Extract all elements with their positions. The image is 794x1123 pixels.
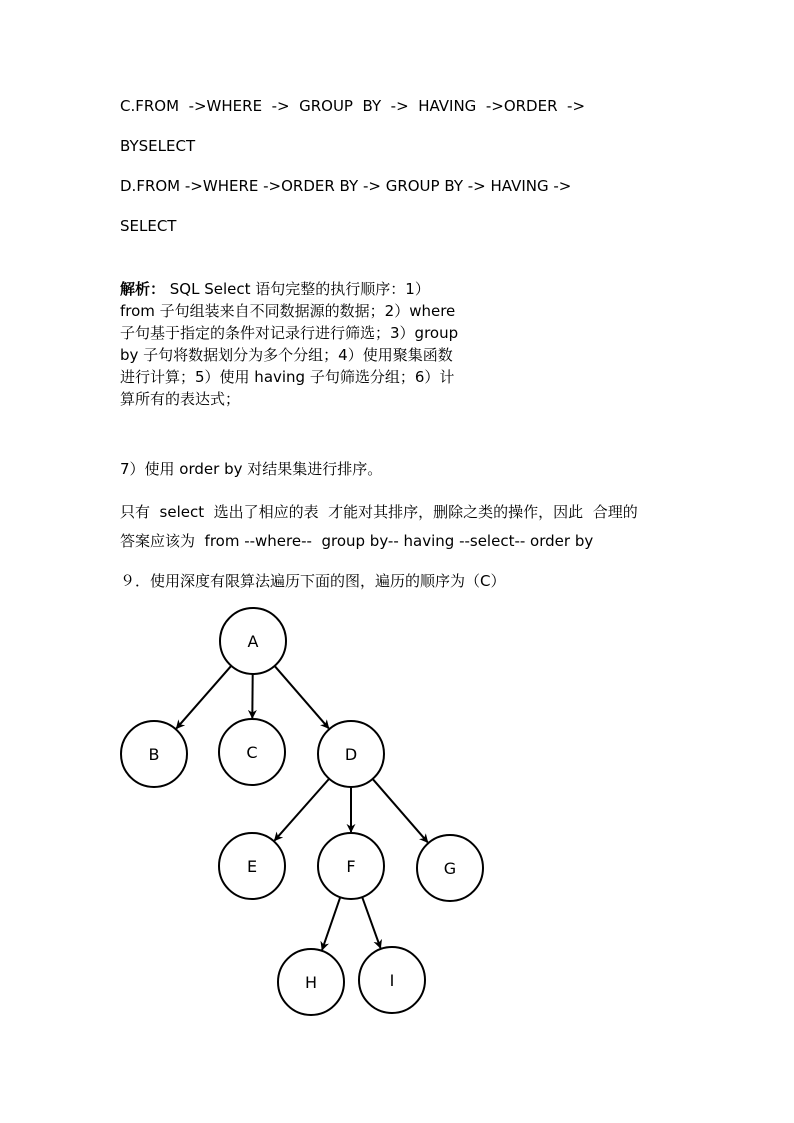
node-i (359, 947, 425, 1013)
node-label-a: A (247, 632, 259, 651)
node-a (220, 608, 286, 674)
node-label-d: D (344, 745, 358, 764)
edge-d-e (275, 779, 330, 841)
edge-a-d (275, 666, 329, 728)
node-label-c: C (246, 743, 258, 762)
analysis-label: 解析： (120, 280, 166, 298)
edge-f-i (362, 897, 380, 948)
explanation-line2: 答案应该为 from --where-- group by-- having --select-- order by (120, 532, 594, 550)
node-label-i: I (389, 971, 395, 990)
node-label-e: E (246, 857, 258, 876)
option-d-line2: SELECT (120, 217, 177, 235)
node-h (278, 949, 344, 1015)
node-c (219, 719, 285, 785)
analysis-line2: from 子句组装来自不同数据源的数据；2）where (120, 302, 456, 320)
node-label-b: B (148, 745, 160, 764)
explanation-line1: 只有 select 选出了相应的表 才能对其排序，删除之类的操作，因此 合理的 (120, 503, 638, 521)
node-g (417, 835, 483, 901)
analysis-text1: SQL Select 语句完整的执行顺序：1） (165, 280, 430, 298)
node-label-f: F (346, 857, 356, 876)
node-label-g: G (443, 859, 457, 878)
question-9-text: ９．使用深度有限算法遍历下面的图，遍历的顺序为（C） (120, 572, 506, 590)
node-label-h: H (304, 973, 318, 992)
node-d (318, 721, 384, 787)
node-f (318, 833, 384, 899)
option-d-line1: D.FROM ->WHERE ->ORDER BY -> GROUP BY -> HAVING -> (120, 177, 572, 195)
edge-a-b (176, 666, 231, 729)
analysis-line3: 子句基于指定的条件对记录行进行筛选；3）group (120, 324, 459, 342)
edge-f-h (322, 897, 340, 950)
step-7-text: 7）使用 order by 对结果集进行排序。 (120, 460, 383, 478)
edge-d-g (373, 779, 428, 842)
node-e (219, 833, 285, 899)
option-c-line1: C.FROM ->WHERE -> GROUP BY -> HAVING ->ORDER -> (120, 97, 586, 115)
analysis-line6: 算所有的表达式； (120, 390, 241, 408)
node-b (121, 721, 187, 787)
analysis-line4: by 子句将数据划分为多个分组；4）使用聚集函数 (120, 346, 453, 364)
option-c-line2: BYSELECT (120, 137, 196, 155)
analysis-line5: 进行计算；5）使用 having 子句筛选分组；6）计 (120, 368, 455, 386)
